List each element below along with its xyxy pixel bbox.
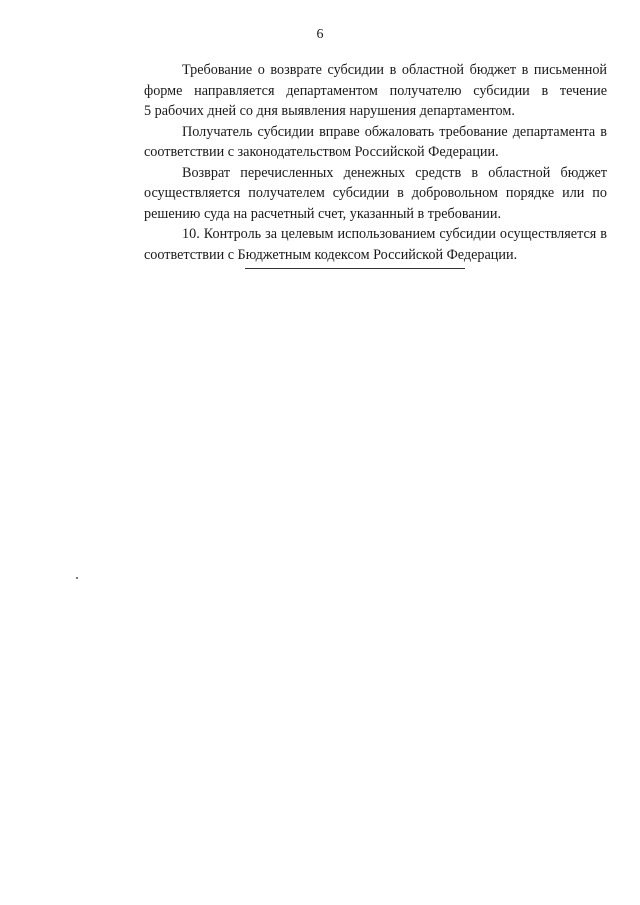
- paragraph-refund-demand: [106, 60, 607, 122]
- text-line: Возврат перечисленных денежных средств в областной бюджет: [182, 164, 607, 181]
- text-line: соответствии с законодательством Российской Федерации.: [144, 144, 499, 160]
- scan-speck: [76, 577, 78, 579]
- paragraph-control-item-10: [106, 224, 607, 265]
- text-line: осуществляется получателем субсидии в добровольном порядке или по: [144, 185, 607, 201]
- text-line: 5 рабочих дней со дня выявления нарушения департаментом.: [144, 103, 515, 119]
- page-number: 6: [316, 27, 324, 42]
- document-body: [106, 60, 607, 265]
- paragraph-refund-procedure: [106, 163, 607, 225]
- text-line: соответствии с Бюджетным кодексом Российской Федерации.: [144, 246, 518, 263]
- text-line: форме направляется департаментом получателю субсидии в течение: [144, 82, 607, 99]
- end-of-document-rule: [245, 268, 465, 269]
- text-line: Требование о возврате субсидии в областной бюджет в письменной: [182, 62, 607, 78]
- paragraph-appeal-right: [106, 122, 607, 163]
- text-line: Получатель субсидии вправе обжаловать требование департамента в: [182, 123, 607, 140]
- text-line: решению суда на расчетный счет, указанный в требовании.: [144, 205, 502, 222]
- text-line: 10. Контроль за целевым использованием субсидии осуществляется в: [182, 226, 607, 242]
